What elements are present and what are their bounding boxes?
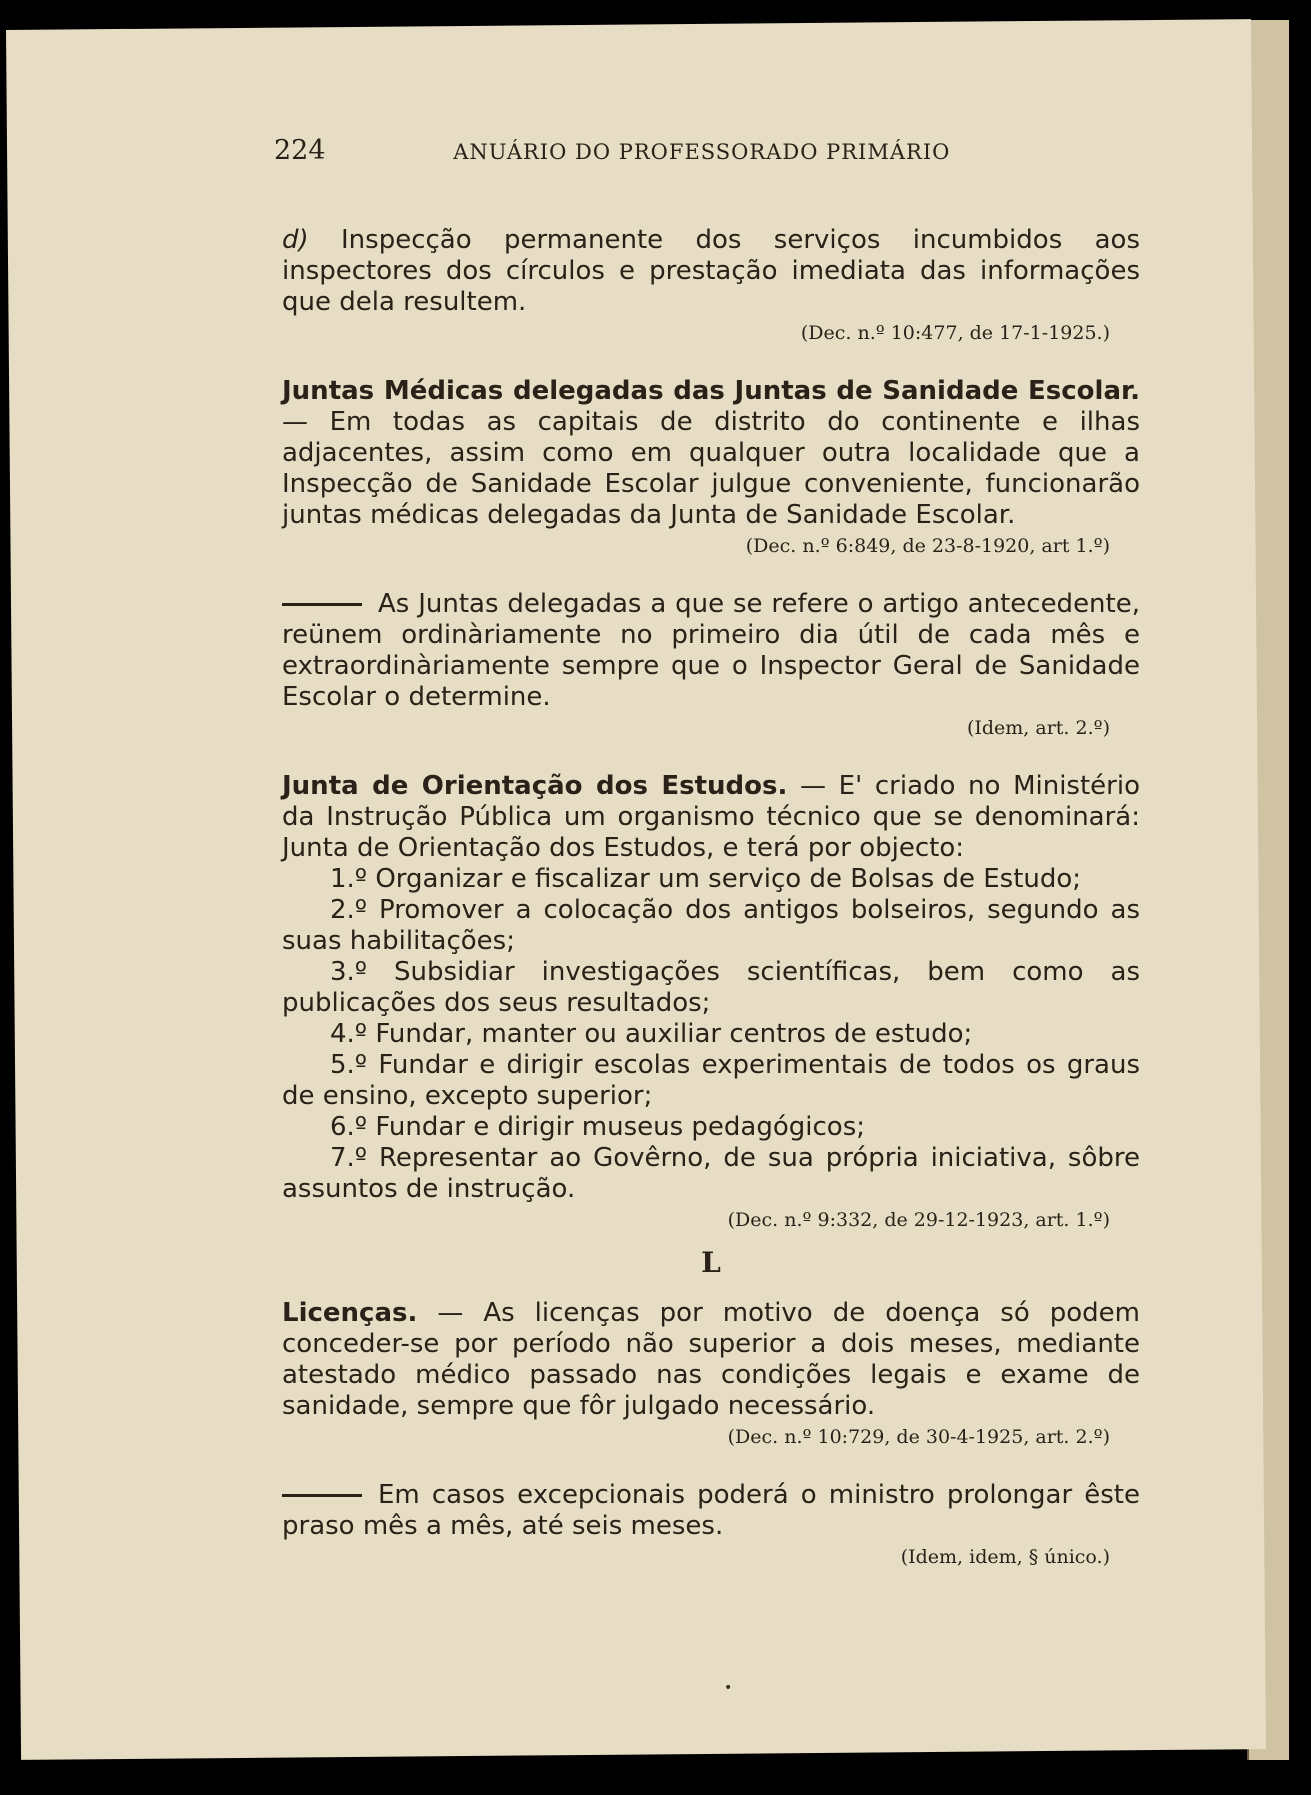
paragraph-casos-excepcionais-text: Em casos excepcionais poderá o ministro prolongar êste praso mês a mês, até seis meses. <box>282 1480 1140 1541</box>
list-item: 1.º Organizar e fiscalizar um serviço de Bolsas de Estudo; <box>330 864 1082 894</box>
repeat-dash <box>282 1494 362 1497</box>
paragraph-juntas-delegadas-text: As Juntas delegadas a que se refere o artigo antecedente, reünem ordinàriamente no primeiro dia útil de cada mês e extraordinàriamente sempre que o Inspector Geral de Sanidade Escolar o determine. <box>282 589 1140 712</box>
paragraph-juntas-delegadas <box>282 589 1140 713</box>
paragraph-juntas-medicas-text: — Em todas as capitais de distrito do continente e ilhas adjacentes, assim como em qualquer outra localidade que a Inspecção de Sanidade Escolar julgue conveniente, funcionarão juntas médicas delegadas da Junta de Sanidade Escolar. <box>282 407 1140 530</box>
list-item: 3.º Subsidiar investigações scientíficas, bem como as publicações dos seus resultados; <box>282 957 1140 1018</box>
paragraph-d <box>282 225 1140 318</box>
paragraph-juntas-medicas <box>282 376 1140 531</box>
heading-licencas: Licenças. <box>282 1298 418 1328</box>
list-item: 7.º Representar ao Govêrno, de sua própria iniciativa, sôbre assuntos de instrução. <box>282 1143 1140 1204</box>
heading-junta-orientacao: Junta de Orientação dos Estudos. <box>282 771 788 801</box>
running-title: ANUÁRIO DO PROFESSORADO PRIMÁRIO <box>453 140 951 164</box>
heading-juntas-medicas: Juntas Médicas delegadas das Juntas de Sanidade Escolar. <box>282 376 1140 406</box>
paragraph-casos-excepcionais <box>282 1480 1140 1542</box>
paragraph-licencas-text: — As licenças por motivo de doença só podem conceder-se por período não superior a dois meses, mediante atestado médico passado nas condições legais e exame de sanidade, sempre que fôr julgado necessário. <box>282 1298 1140 1421</box>
page-mark: • <box>724 1680 733 1696</box>
list-item: 5.º Fundar e dirigir escolas experimentais de todos os graus de ensino, excepto superior; <box>282 1050 1140 1111</box>
letter-heading: L <box>701 1246 721 1279</box>
citation-d: (Dec. n.º 10:477, de 17-1-1925.) <box>800 322 1110 344</box>
page-header <box>274 135 974 166</box>
repeat-dash <box>282 603 362 606</box>
paragraph-licencas <box>282 1298 1140 1422</box>
page-body <box>282 225 1140 1570</box>
page-number: 224 <box>274 135 326 166</box>
citation-juntas-delegadas: (Idem, art. 2.º) <box>966 717 1110 739</box>
citation-juntas-medicas: (Dec. n.º 6:849, de 23-8-1920, art 1.º) <box>745 535 1110 557</box>
paragraph-junta-orientacao <box>282 771 1140 864</box>
list-item: 6.º Fundar e dirigir museus pedagógicos; <box>330 1112 866 1142</box>
item-marker: d) <box>282 225 309 255</box>
citation-licencas: (Dec. n.º 10:729, de 30-4-1925, art. 2.º) <box>727 1426 1110 1448</box>
list-item: 4.º Fundar, manter ou auxiliar centros de estudo; <box>330 1019 973 1049</box>
paragraph-junta-orientacao-text: — E' criado no Ministério da Instrução Pública um organismo técnico que se denominará: Junta de Orientação dos Estudos, e terá por objecto: <box>282 771 1140 863</box>
paragraph-d-text: Inspecção permanente dos serviços incumbidos aos inspectores dos círculos e prestação imediata das informações que dela resultem. <box>282 225 1140 317</box>
citation-junta-orientacao: (Dec. n.º 9:332, de 29-12-1923, art. 1.º) <box>727 1209 1110 1231</box>
list-item: 2.º Promover a colocação dos antigos bolseiros, segundo as suas habilitações; <box>282 895 1140 956</box>
citation-casos-excepcionais: (Idem, idem, § único.) <box>900 1546 1110 1568</box>
